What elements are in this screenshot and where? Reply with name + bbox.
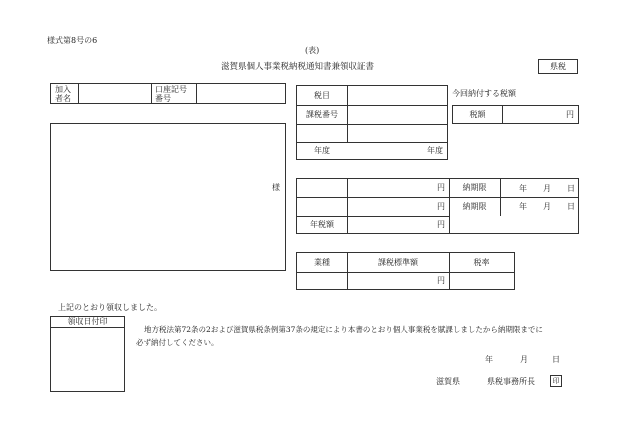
annual-tax-yen: 円 xyxy=(437,220,445,230)
installment-2-yen: 円 xyxy=(437,201,445,211)
seal-box xyxy=(550,375,562,387)
issuer-prefecture: 滋賀県 xyxy=(436,377,460,386)
prefecture-tax-badge-label: 県税 xyxy=(550,61,566,71)
form-number: 様式第8号の6 xyxy=(47,36,98,45)
address-honorific: 様 xyxy=(272,183,280,192)
subtitle: (表) xyxy=(305,46,320,55)
subscriber-label-2: 者名 xyxy=(55,94,71,103)
date-stamp-label: 領収日付印 xyxy=(67,317,108,327)
amount-label: 税額 xyxy=(469,109,486,119)
tax-base-yen: 円 xyxy=(437,276,445,286)
business-table xyxy=(296,252,515,290)
account-label-2: 番号 xyxy=(155,94,171,103)
installment-1-due-label: 納期限 xyxy=(462,183,487,193)
subscriber-account-table xyxy=(50,83,286,104)
prefecture-tax-badge xyxy=(538,59,578,74)
installment-2-due-label: 納期限 xyxy=(462,201,487,211)
date-stamp-box xyxy=(50,316,125,392)
page-title: 滋賀県個人事業税納税通知書兼領収証書 xyxy=(221,62,375,72)
payment-heading: 今回納付する税額 xyxy=(452,89,516,98)
installment-2-month: 月 xyxy=(543,202,551,211)
year-suffix: 年度 xyxy=(427,146,443,156)
received-text: 上記のとおり領収しました。 xyxy=(58,303,162,312)
issuer-office: 県税事務所長 xyxy=(487,377,535,386)
installment-2-day: 日 xyxy=(567,202,575,211)
tax-info-table xyxy=(296,85,448,160)
year-label: 年度 xyxy=(314,146,330,156)
header-business-type: 業種 xyxy=(314,257,330,267)
notice-line-2: 必ず納付してください。 xyxy=(136,338,219,347)
issue-date-month: 月 xyxy=(520,355,528,364)
subscriber-label-1: 加入 xyxy=(55,85,71,94)
address-box xyxy=(50,123,286,271)
annual-tax-label: 年税額 xyxy=(310,220,334,230)
header-tax-base: 課税標準額 xyxy=(378,257,418,267)
installment-2-year: 年 xyxy=(519,202,527,211)
tax-item-label: 税目 xyxy=(314,90,330,100)
installment-1-day: 日 xyxy=(567,184,575,193)
installment-1-yen: 円 xyxy=(437,183,445,193)
seal-icon: 印 xyxy=(552,376,560,385)
notice-line-1: 地方税法第72条の2および滋賀県税条例第37条の規定により本書のとおり個人事業税を賦課しましたから納期限までに xyxy=(144,325,543,334)
account-label-1: 口座記号 xyxy=(155,85,187,94)
installment-1-year: 年 xyxy=(519,184,527,193)
amount-yen: 円 xyxy=(566,109,574,119)
payment-amount-table xyxy=(452,105,579,124)
installment-1-month: 月 xyxy=(543,184,551,193)
issue-date-day: 日 xyxy=(552,355,560,364)
installment-table xyxy=(296,178,579,234)
tax-number-label: 課税番号 xyxy=(306,109,338,119)
issue-date-year: 年 xyxy=(485,355,493,364)
header-tax-rate: 税率 xyxy=(473,257,490,267)
